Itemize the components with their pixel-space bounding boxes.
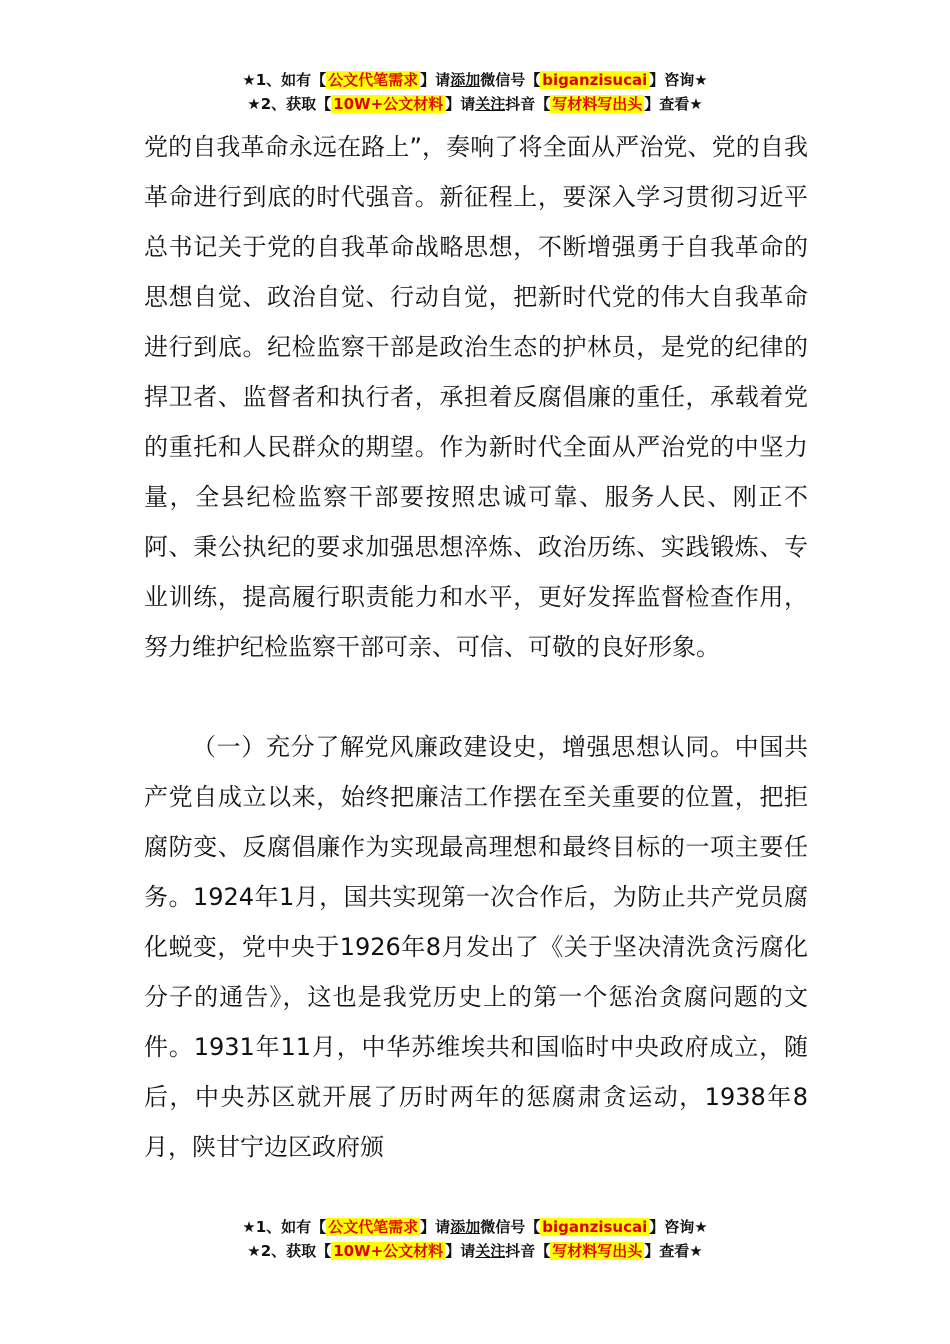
star-icon: ★ <box>242 71 256 89</box>
star-icon: ★ <box>242 1218 256 1236</box>
highlight-douyin: 写材料写出头 <box>552 1242 643 1260</box>
document-body <box>144 122 808 1172</box>
highlight-wechat-id: biganzisucai <box>542 1218 648 1236</box>
banner-line-2: ★2、获取【 10W+公文材料 】请关注抖音【 写材料写出头 】查看★ <box>247 1242 703 1260</box>
highlight-douyin: 写材料写出头 <box>552 95 643 113</box>
banner-line-1: ★1、如有【 公文代笔需求 】请添加微信号【 biganzisucai 】咨询★ <box>242 1218 708 1236</box>
highlight-materials: 10W+公文材料 <box>333 1242 444 1260</box>
star-icon: ★ <box>247 95 261 113</box>
paragraph-1: 党的自我革命永远在路上”，奏响了将全面从严治党、党的自我革命进行到底的时代强音。新征程上，要深入学习贯彻习近平总书记关于党的自我革命战略思想，不断增强勇于自我革命的思想自觉、政治自觉、行动自觉，把新时代党的伟大自我革命进行到底。纪检监察干部是政治生态的护林员，是党的纪律的捍卫者、监督者和执行者，承担着反腐倡廉的重任，承载着党的重托和人民群众的期望。作为新时代全面从严治党的中坚力量，全县纪检监察干部要按照忠诚可靠、服务人民、刚正不阿、秉公执纪的要求加强思想淬炼、政治历练、实践锻炼、专业训练，提高履行职责能力和水平，更好发挥监督检查作用，努力维护纪检监察干部可亲、可信、可敬的良好形象。 <box>144 133 808 661</box>
highlight-service: 公文代笔需求 <box>328 71 419 89</box>
highlight-materials: 10W+公文材料 <box>333 95 444 113</box>
highlight-wechat-id: biganzisucai <box>542 71 648 89</box>
footer-banner <box>0 1215 950 1263</box>
banner-line-1: ★1、如有【 公文代笔需求 】请添加微信号【 biganzisucai 】咨询★ <box>242 71 708 89</box>
header-banner <box>0 68 950 116</box>
banner-line-2: ★2、获取【 10W+公文材料 】请关注抖音【 写材料写出头 】查看★ <box>247 95 703 113</box>
paragraph-2: （一）充分了解党风廉政建设史，增强思想认同。中国共产党自成立以来，始终把廉洁工作摆在至关重要的位置，把拒腐防变、反腐倡廉作为实现最高理想和最终目标的一项主要任务。1924年1月，国共实现第一次合作后，为防止共产党员腐化蜕变，党中央于1926年8月发出了《关于坚决清洗贪污腐化分子的通告》，这也是我党历史上的第一个惩治贪腐问题的文件。1931年11月，中华苏维埃共和国临时中央政府成立，随后，中央苏区就开展了历时两年的惩腐肃贪运动，1938年8月，陕甘宁边区政府颁 <box>144 733 808 1161</box>
highlight-service: 公文代笔需求 <box>328 1218 419 1236</box>
star-icon: ★ <box>247 1242 261 1260</box>
